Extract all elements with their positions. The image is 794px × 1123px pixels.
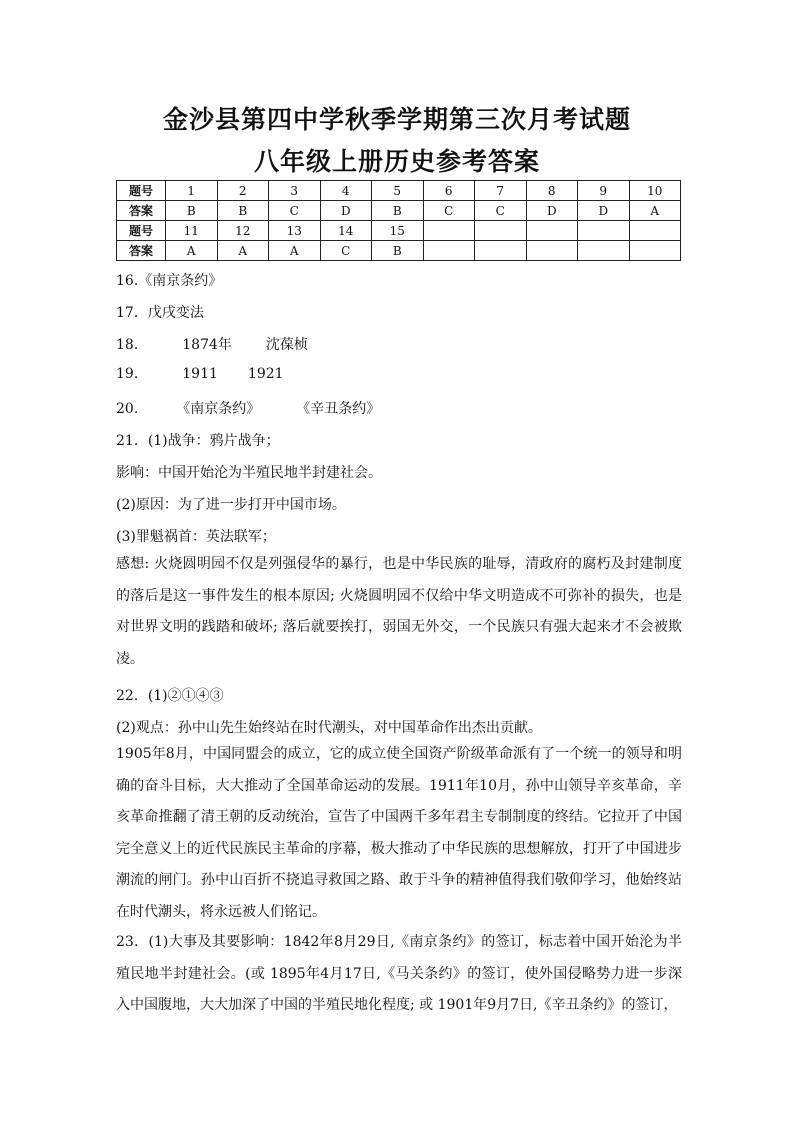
table-row-header: 题号 xyxy=(117,221,166,241)
answer-21-part1: 21．(1)战争：鸦片战争； xyxy=(116,433,280,449)
document-subtitle: 八年级上册历史参考答案 xyxy=(253,147,540,176)
answer-18-year: 1874年 xyxy=(182,337,232,353)
answer-19 xyxy=(116,366,284,382)
answer-table-body xyxy=(117,181,681,261)
table-cell: 12 xyxy=(217,221,269,241)
table-cell: 7 xyxy=(475,181,527,201)
table-cell: D xyxy=(526,201,578,221)
table-cell: 1 xyxy=(166,181,218,201)
table-cell: B xyxy=(217,201,269,221)
table-cell: C xyxy=(475,201,527,221)
table-cell: D xyxy=(320,201,372,221)
answer-22-part1: 22．(1)②①④③ xyxy=(116,688,224,704)
table-row xyxy=(117,221,681,241)
answer-22-viewpoint: (2)观点：孙中山先生始终站在时代潮头，对中国革命作出杰出贡献。 xyxy=(116,720,542,736)
document-title: 金沙县第四中学秋季学期第三次月考试题 xyxy=(162,105,631,134)
answer-19-year-a: 1911 xyxy=(182,366,218,382)
answer-table xyxy=(116,180,681,261)
table-cell: 4 xyxy=(320,181,372,201)
table-cell: A xyxy=(269,241,321,261)
table-cell: 3 xyxy=(269,181,321,201)
answer-23-part1: 23．(1)大事及其要影响：1842年8月29日,《南京条约》的签订，标志着中国开始沦为半殖民地半封建社会。(或 1895年4月17日,《马关条约》的签订，使外国侵略势力进一步深入中国腹地，大大加深了中国的半殖民地化程度; 或 1901年9月7日,《辛丑条约》的签订， xyxy=(116,934,682,1013)
table-cell: 6 xyxy=(423,181,475,201)
answer-16: 16.《南京条约》 xyxy=(116,273,223,289)
answer-18 xyxy=(116,334,308,354)
table-cell: C xyxy=(320,241,372,261)
table-cell xyxy=(578,241,630,261)
table-cell xyxy=(629,221,681,241)
table-cell: 10 xyxy=(629,181,681,201)
table-cell xyxy=(423,241,475,261)
answer-22-explanation: 1905年8月，中国同盟会的成立，它的成立使全国资产阶级革命派有了一个统一的领导和明确的奋斗目标，大大推动了全国革命运动的发展。1911年10月，孙中山领导辛亥革命，辛亥革命推翻了清王朝的反动统治，宣告了中国两千多年君主专制制度的终结。它拉开了中国完全意义上的近代民族民主革命的序幕，极大推动了中华民族的思想解放，打开了中国进步潮流的闸门。孙中山百折不挠追寻救国之路、敢于斗争的精神值得我们敬仰学习，他始终站在时代潮头，将永远被人们铭记。 xyxy=(116,746,682,920)
table-cell: B xyxy=(372,241,424,261)
answer-20 xyxy=(116,398,380,418)
table-row xyxy=(117,201,681,221)
table-cell: 5 xyxy=(372,181,424,201)
answer-20-treaty-b: 《辛丑条约》 xyxy=(296,401,381,417)
answer-21-part3: (3)罪魁祸首：英法联军； xyxy=(116,529,276,545)
table-row-header: 答案 xyxy=(117,241,166,261)
table-cell: C xyxy=(269,201,321,221)
table-row-header: 答案 xyxy=(117,201,166,221)
table-cell: 15 xyxy=(372,221,424,241)
answer-20-treaty-a: 《南京条约》 xyxy=(176,401,261,417)
answer-21-part2: (2)原因：为了进一步打开中国市场。 xyxy=(116,497,346,513)
table-cell xyxy=(423,221,475,241)
answer-20-number: 20. xyxy=(116,401,139,417)
table-cell: A xyxy=(166,241,218,261)
table-row-header: 题号 xyxy=(117,181,166,201)
table-cell: 11 xyxy=(166,221,218,241)
table-cell xyxy=(475,221,527,241)
table-cell: C xyxy=(423,201,475,221)
answer-21-impact: 影响：中国开始沦为半殖民地半封建社会。 xyxy=(116,465,382,481)
table-cell: 14 xyxy=(320,221,372,241)
table-row xyxy=(117,241,681,261)
answer-18-number: 18. xyxy=(116,337,139,353)
table-cell xyxy=(629,241,681,261)
table-cell: 2 xyxy=(217,181,269,201)
answer-21-reflection: 感想: 火烧圆明园不仅是列强侵华的暴行，也是中华民族的耻辱，清政府的腐朽及封建制度的落后是这一事件发生的根本原因; 火烧圆明园不仅给中华文明造成不可弥补的损失，也是对世界文明的践踏和破坏; 落后就要挨打，弱国无外交，一个民族只有强大起来才不会被欺凌。 xyxy=(116,556,682,667)
table-cell: B xyxy=(166,201,218,221)
answer-18-person: 沈葆桢 xyxy=(265,337,308,353)
table-cell: 9 xyxy=(578,181,630,201)
answer-19-year-b: 1921 xyxy=(247,366,284,382)
answer-17: 17．戊戌变法 xyxy=(116,305,204,321)
table-row xyxy=(117,181,681,201)
table-cell: 13 xyxy=(269,221,321,241)
answer-19-number: 19. xyxy=(116,366,139,382)
table-cell: D xyxy=(578,201,630,221)
table-cell: A xyxy=(217,241,269,261)
table-cell xyxy=(526,221,578,241)
table-cell xyxy=(578,221,630,241)
table-cell xyxy=(475,241,527,261)
table-cell: A xyxy=(629,201,681,221)
table-cell xyxy=(526,241,578,261)
table-cell: 8 xyxy=(526,181,578,201)
table-cell: B xyxy=(372,201,424,221)
